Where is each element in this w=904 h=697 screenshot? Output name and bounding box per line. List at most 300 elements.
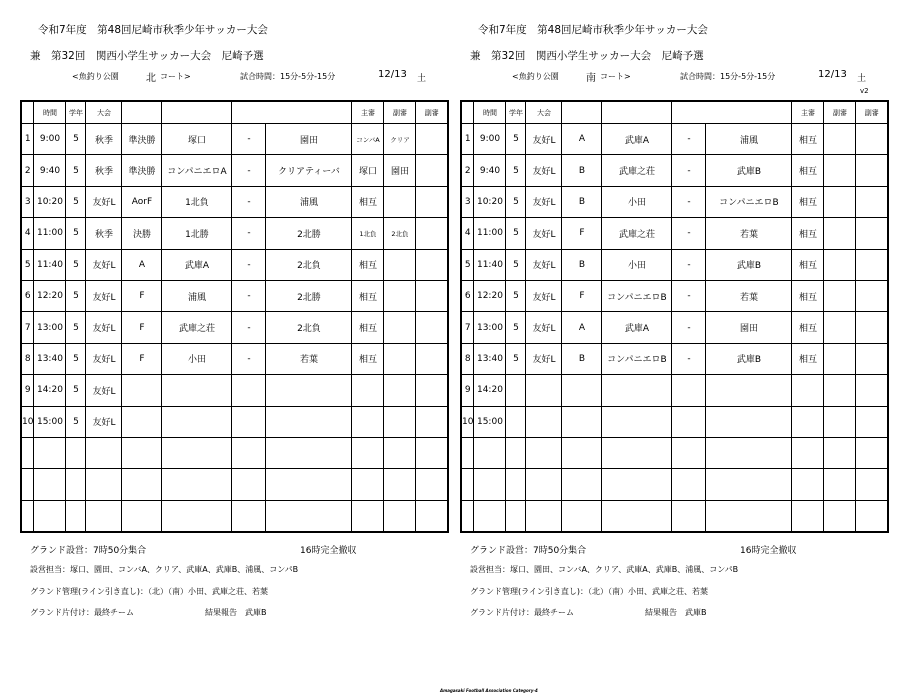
round: F [122, 280, 162, 311]
away-team: 浦風 [266, 186, 352, 217]
home-team: 武庫之荘 [162, 312, 232, 343]
grade: 5 [66, 280, 86, 311]
grade: 5 [66, 375, 86, 406]
referee [792, 437, 824, 468]
grade: 5 [506, 124, 526, 155]
table-row [461, 406, 888, 437]
referee [352, 437, 384, 468]
match-no: 8 [461, 343, 474, 374]
version-label: v2 [860, 87, 869, 95]
match-no [21, 437, 34, 468]
table-row [461, 124, 888, 155]
competition [526, 500, 562, 532]
match-no: 10 [461, 406, 474, 437]
grade: 5 [66, 186, 86, 217]
assistant-1 [824, 375, 856, 406]
home-team: 浦風 [162, 280, 232, 311]
setup-staff: 設営担当：塚口、園田、コンバA、クリア、武庫A、武庫B、浦風、コンパB [30, 565, 299, 574]
time: 11:40 [34, 249, 66, 280]
grade: 5 [66, 124, 86, 155]
grade: 5 [66, 218, 86, 249]
time: 9:40 [474, 155, 506, 186]
round: A [562, 124, 602, 155]
assistant-1 [824, 437, 856, 468]
versus: - [672, 249, 706, 280]
grade: 5 [506, 218, 526, 249]
referee: 相互 [352, 186, 384, 217]
assistant-2 [856, 218, 888, 249]
grade [506, 406, 526, 437]
competition [86, 469, 122, 500]
versus [232, 469, 266, 500]
referee [352, 469, 384, 500]
assistant-2 [416, 469, 448, 500]
assistant-1 [384, 437, 416, 468]
header-row [461, 101, 888, 124]
table-row [461, 218, 888, 249]
home-team [602, 406, 672, 437]
assistant-2 [856, 249, 888, 280]
home-team: 武庫之荘 [602, 218, 672, 249]
schedule-table [460, 100, 889, 533]
header-cell [232, 101, 352, 124]
grade: 5 [66, 155, 86, 186]
time: 9:40 [34, 155, 66, 186]
referee: 相互 [352, 343, 384, 374]
round [122, 500, 162, 532]
table-row [21, 249, 448, 280]
versus [232, 437, 266, 468]
time: 10:20 [474, 186, 506, 217]
match-no: 4 [21, 218, 34, 249]
versus: - [232, 249, 266, 280]
round: F [122, 343, 162, 374]
table-row [21, 155, 448, 186]
table-row [461, 343, 888, 374]
referee [792, 375, 824, 406]
table-row [21, 218, 448, 249]
grade: 5 [66, 312, 86, 343]
referee [792, 500, 824, 532]
away-team: 浦風 [706, 124, 792, 155]
competition: 友好L [526, 312, 562, 343]
time [474, 437, 506, 468]
competition: 秋季 [86, 124, 122, 155]
grade: 5 [66, 406, 86, 437]
away-team [266, 406, 352, 437]
assistant-1 [824, 469, 856, 500]
round: A [562, 312, 602, 343]
table-row [21, 124, 448, 155]
away-team: クリアティーバ [266, 155, 352, 186]
referee: 相互 [792, 280, 824, 311]
home-team [602, 437, 672, 468]
time: 15:00 [34, 406, 66, 437]
time: 14:20 [34, 375, 66, 406]
competition [526, 437, 562, 468]
referee [352, 500, 384, 532]
home-team [162, 406, 232, 437]
time: 13:40 [34, 343, 66, 374]
referee [792, 406, 824, 437]
versus: - [232, 343, 266, 374]
versus: - [672, 186, 706, 217]
court-name: 北 [146, 73, 156, 84]
ground-cleanup: グランド片付け：最終チーム [470, 608, 574, 617]
table-row [461, 249, 888, 280]
assistant-1 [824, 343, 856, 374]
competition: 友好L [526, 155, 562, 186]
assistant-1 [384, 312, 416, 343]
time: 15:00 [474, 406, 506, 437]
home-team: コンパニエロB [602, 343, 672, 374]
table-row [461, 469, 888, 500]
home-team: 小田 [162, 343, 232, 374]
competition: 友好L [526, 249, 562, 280]
header-row [21, 101, 448, 124]
assistant-2 [416, 280, 448, 311]
assistant-1: 園田 [384, 155, 416, 186]
assistant-2 [856, 155, 888, 186]
time [34, 437, 66, 468]
ground-setup: グランド設営：7時50分集合 [30, 546, 147, 556]
match-time: 試合時間：15分-5分-15分 [240, 72, 336, 81]
away-team: 園田 [706, 312, 792, 343]
assistant-2 [856, 312, 888, 343]
assistant-1 [384, 280, 416, 311]
header-cell [602, 101, 672, 124]
match-no: 4 [461, 218, 474, 249]
court-suffix: コート> [160, 72, 191, 81]
assistant-2 [416, 186, 448, 217]
home-team: 武庫A [602, 312, 672, 343]
away-team: 2北負 [266, 312, 352, 343]
versus [672, 500, 706, 532]
round [562, 406, 602, 437]
venue-label: <魚釣り公園 [512, 72, 559, 81]
time: 13:00 [474, 312, 506, 343]
competition: 友好L [86, 280, 122, 311]
referee: コンバA [352, 124, 384, 155]
assistant-2 [416, 312, 448, 343]
time: 12:20 [474, 280, 506, 311]
header-cell: 副審 [416, 101, 448, 124]
time: 11:00 [474, 218, 506, 249]
home-team [162, 469, 232, 500]
venue-label: <魚釣り公園 [72, 72, 119, 81]
match-no: 5 [461, 249, 474, 280]
grade: 5 [506, 343, 526, 374]
grade [66, 437, 86, 468]
match-no: 6 [461, 280, 474, 311]
assistant-2 [416, 249, 448, 280]
assistant-2 [416, 155, 448, 186]
assistant-2 [416, 406, 448, 437]
round: B [562, 155, 602, 186]
court-name: 南 [586, 73, 596, 84]
grade: 5 [66, 249, 86, 280]
header-cell: 時間 [34, 101, 66, 124]
match-no: 10 [21, 406, 34, 437]
referee: 相互 [352, 249, 384, 280]
table-row [21, 375, 448, 406]
grade [66, 469, 86, 500]
match-no: 5 [21, 249, 34, 280]
referee: 相互 [792, 124, 824, 155]
assistant-2 [416, 437, 448, 468]
versus: - [672, 280, 706, 311]
away-team [706, 437, 792, 468]
home-team [162, 437, 232, 468]
versus: - [232, 186, 266, 217]
table-row [21, 500, 448, 532]
competition [526, 375, 562, 406]
match-time: 試合時間：15分-5分-15分 [680, 72, 776, 81]
away-team: 武庫B [706, 343, 792, 374]
match-no [461, 437, 474, 468]
versus [232, 500, 266, 532]
assistant-1 [824, 312, 856, 343]
referee: 1北負 [352, 218, 384, 249]
away-team [706, 406, 792, 437]
competition [526, 469, 562, 500]
referee: 相互 [792, 343, 824, 374]
assistant-1 [384, 406, 416, 437]
header-cell: 主審 [792, 101, 824, 124]
table-row [21, 186, 448, 217]
assistant-2 [856, 124, 888, 155]
home-team: 小田 [602, 186, 672, 217]
time: 10:20 [34, 186, 66, 217]
competition: 友好L [86, 186, 122, 217]
assistant-2 [856, 280, 888, 311]
round: F [122, 312, 162, 343]
competition: 友好L [526, 186, 562, 217]
away-team: コンパニエロB [706, 186, 792, 217]
header-cell [562, 101, 602, 124]
header-cell: 副審 [384, 101, 416, 124]
versus: - [672, 124, 706, 155]
assistant-1 [384, 469, 416, 500]
referee: 塚口 [352, 155, 384, 186]
assistant-1 [384, 375, 416, 406]
table-row [21, 312, 448, 343]
referee [352, 406, 384, 437]
assistant-2 [856, 186, 888, 217]
versus: - [672, 218, 706, 249]
ground-management: グランド管理(ライン引き直し)：（北）（南）小田、武庫之荘、若葉 [30, 587, 268, 596]
header-cell [461, 101, 474, 124]
time: 14:20 [474, 375, 506, 406]
table-row [461, 280, 888, 311]
home-team [602, 500, 672, 532]
match-no: 6 [21, 280, 34, 311]
away-team [266, 500, 352, 532]
home-team: 1北勝 [162, 218, 232, 249]
header-cell [21, 101, 34, 124]
schedule-table [20, 100, 449, 533]
away-team: 園田 [266, 124, 352, 155]
table-row [461, 312, 888, 343]
round: 準決勝 [122, 124, 162, 155]
header-cell: 学年 [506, 101, 526, 124]
court-suffix: コート> [600, 72, 631, 81]
referee: 相互 [352, 312, 384, 343]
competition: 友好L [86, 406, 122, 437]
grade [506, 375, 526, 406]
competition: 友好L [86, 312, 122, 343]
time: 13:40 [474, 343, 506, 374]
grade [506, 469, 526, 500]
competition: 友好L [86, 343, 122, 374]
grade [506, 500, 526, 532]
round: B [562, 343, 602, 374]
competition [86, 437, 122, 468]
referee [352, 375, 384, 406]
grade: 5 [506, 186, 526, 217]
versus: - [232, 155, 266, 186]
assistant-1: 2北負 [384, 218, 416, 249]
time: 9:00 [474, 124, 506, 155]
table-row [461, 375, 888, 406]
footer-credit: Amagasaki Football Association Category-4 [440, 688, 538, 693]
assistant-2 [416, 500, 448, 532]
competition [86, 500, 122, 532]
time [474, 469, 506, 500]
match-no: 7 [461, 312, 474, 343]
home-team: 武庫之荘 [602, 155, 672, 186]
table-row [21, 437, 448, 468]
assistant-1 [824, 186, 856, 217]
assistant-1 [824, 218, 856, 249]
match-weekday: 土 [857, 74, 867, 84]
match-no: 2 [461, 155, 474, 186]
home-team [602, 375, 672, 406]
away-team: 2北勝 [266, 280, 352, 311]
header-cell [162, 101, 232, 124]
versus: - [232, 280, 266, 311]
grade: 5 [506, 249, 526, 280]
match-no: 8 [21, 343, 34, 374]
versus [672, 375, 706, 406]
header-cell: 主審 [352, 101, 384, 124]
away-team [706, 469, 792, 500]
tournament-title: 令和7年度 第48回尼崎市秋季少年サッカー大会 [478, 24, 708, 36]
header-cell [122, 101, 162, 124]
home-team: コンパニエロB [602, 280, 672, 311]
assistant-2 [856, 375, 888, 406]
away-team [266, 375, 352, 406]
round [122, 437, 162, 468]
assistant-1 [824, 155, 856, 186]
away-team: 武庫B [706, 249, 792, 280]
round [122, 375, 162, 406]
time [34, 469, 66, 500]
versus [672, 437, 706, 468]
away-team [266, 437, 352, 468]
round [122, 469, 162, 500]
table-row [461, 186, 888, 217]
match-no [21, 500, 34, 532]
tournament-subtitle: 兼 第32回 関西小学生サッカー大会 尼崎予選 [30, 50, 264, 62]
result-report: 結果報告 武庫B [205, 608, 267, 617]
table-row [21, 406, 448, 437]
match-no: 1 [21, 124, 34, 155]
time [474, 500, 506, 532]
away-team: 2北勝 [266, 218, 352, 249]
table-row [21, 469, 448, 500]
round: 準決勝 [122, 155, 162, 186]
competition: 友好L [526, 343, 562, 374]
header-cell: 大会 [526, 101, 562, 124]
home-team: 武庫A [602, 124, 672, 155]
home-team [162, 500, 232, 532]
versus: - [672, 312, 706, 343]
header-cell: 大会 [86, 101, 122, 124]
home-team: 1北負 [162, 186, 232, 217]
assistant-1 [384, 186, 416, 217]
away-team: 若葉 [266, 343, 352, 374]
referee: 相互 [792, 186, 824, 217]
versus: - [672, 343, 706, 374]
ground-management: グランド管理(ライン引き直し)：（北）（南）小田、武庫之荘、若葉 [470, 587, 708, 596]
home-team [602, 469, 672, 500]
header-cell: 学年 [66, 101, 86, 124]
assistant-2 [416, 343, 448, 374]
ground-cleanup: グランド片付け：最終チーム [30, 608, 134, 617]
match-no: 3 [21, 186, 34, 217]
competition: 友好L [526, 218, 562, 249]
referee: 相互 [352, 280, 384, 311]
time: 11:40 [474, 249, 506, 280]
time: 11:00 [34, 218, 66, 249]
competition: 友好L [526, 124, 562, 155]
match-no: 1 [461, 124, 474, 155]
versus [672, 469, 706, 500]
match-no [21, 469, 34, 500]
table-row [461, 155, 888, 186]
competition: 秋季 [86, 218, 122, 249]
time: 13:00 [34, 312, 66, 343]
assistant-1 [384, 343, 416, 374]
competition: 秋季 [86, 155, 122, 186]
grade: 5 [506, 280, 526, 311]
match-weekday: 土 [417, 74, 427, 84]
tournament-title: 令和7年度 第48回尼崎市秋季少年サッカー大会 [38, 24, 268, 36]
match-no: 7 [21, 312, 34, 343]
referee: 相互 [792, 155, 824, 186]
assistant-2 [416, 375, 448, 406]
assistant-2 [416, 218, 448, 249]
assistant-1 [824, 280, 856, 311]
header-cell: 副審 [856, 101, 888, 124]
home-team: 小田 [602, 249, 672, 280]
tournament-subtitle: 兼 第32回 関西小学生サッカー大会 尼崎予選 [470, 50, 704, 62]
match-no: 9 [21, 375, 34, 406]
competition: 友好L [86, 249, 122, 280]
round: F [562, 218, 602, 249]
competition [526, 406, 562, 437]
round: A [122, 249, 162, 280]
versus [672, 406, 706, 437]
round [562, 469, 602, 500]
assistant-1 [824, 249, 856, 280]
referee: 相互 [792, 312, 824, 343]
header-cell: 副審 [824, 101, 856, 124]
round [122, 406, 162, 437]
time: 9:00 [34, 124, 66, 155]
referee: 相互 [792, 249, 824, 280]
